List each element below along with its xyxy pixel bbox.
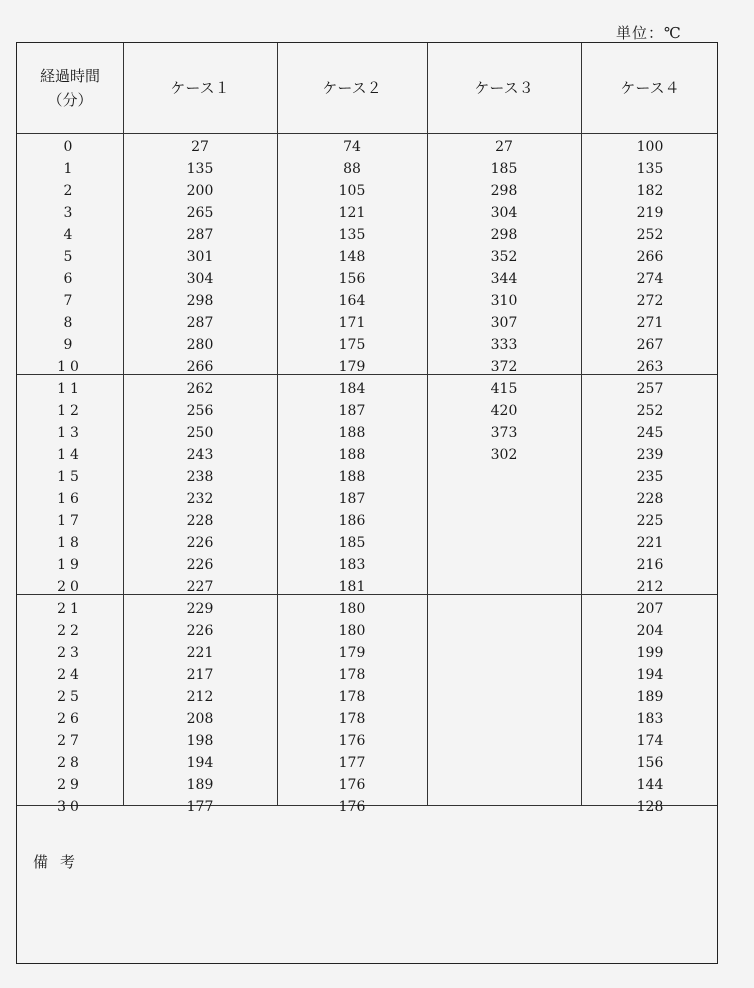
cell-time: 9 [63,337,77,353]
cell-case2: 175 [338,337,366,353]
cell-case4: 266 [636,249,664,265]
cell-case3: 373 [490,425,518,441]
cell-case1: 262 [186,381,214,397]
cell-case4: 174 [636,733,664,749]
cell-case2: 164 [338,293,366,309]
cell-case2: 183 [338,557,366,573]
cell-case2: 105 [338,183,366,199]
cell-case4: 183 [636,711,664,727]
cell-case1: 250 [186,425,214,441]
cell-case2: 180 [338,623,366,639]
cell-case1: 227 [186,579,214,595]
cell-case3: 352 [490,249,518,265]
cell-time: 17 [57,513,83,529]
cell-case4: 272 [636,293,664,309]
cell-time: 18 [57,535,83,551]
table-row [17,665,717,687]
cell-time: 15 [57,469,83,485]
cell-time: 24 [57,667,83,683]
cell-case2: 178 [338,667,366,683]
cell-time: 11 [57,381,83,397]
table-row [17,687,717,709]
cell-time: 2 [63,183,77,199]
cell-case1: 198 [186,733,214,749]
cell-case1: 208 [186,711,214,727]
cell-time: 7 [63,293,77,309]
cell-time: 28 [57,755,83,771]
cell-case1: 226 [186,535,214,551]
cell-case2: 74 [343,139,361,155]
cell-case3: 420 [490,403,518,419]
cell-case4: 228 [636,491,664,507]
table-body [17,137,717,819]
table-row [17,401,717,423]
cell-case3: 185 [490,161,518,177]
cell-case4: 156 [636,755,664,771]
cell-case2: 184 [338,381,366,397]
cell-case4: 128 [636,799,664,815]
table-row [17,225,717,247]
cell-case4: 135 [636,161,664,177]
table-row [17,357,717,379]
cell-case4: 235 [636,469,664,485]
cell-case1: 229 [186,601,214,617]
cell-case2: 187 [338,491,366,507]
cell-case2: 186 [338,513,366,529]
cell-time: 4 [63,227,77,243]
cell-case2: 187 [338,403,366,419]
cell-time: 12 [57,403,83,419]
cell-case2: 156 [338,271,366,287]
cell-case2: 179 [338,645,366,661]
cell-time: 26 [57,711,83,727]
cell-case2: 88 [343,161,361,177]
cell-case4: 257 [636,381,664,397]
cell-case4: 182 [636,183,664,199]
table-row [17,643,717,665]
cell-time: 19 [57,557,83,573]
table-row [17,137,717,159]
cell-case4: 204 [636,623,664,639]
cell-case2: 188 [338,469,366,485]
cell-case4: 100 [636,139,664,155]
cell-case2: 177 [338,755,366,771]
cell-case1: 266 [186,359,214,375]
data-table [16,42,718,964]
cell-case1: 238 [186,469,214,485]
cell-time: 3 [63,205,77,221]
cell-time: 23 [57,645,83,661]
cell-time: 5 [63,249,77,265]
cell-case2: 135 [338,227,366,243]
cell-case4: 252 [636,227,664,243]
cell-case2: 171 [338,315,366,331]
cell-case1: 256 [186,403,214,419]
cell-case2: 176 [338,777,366,793]
cell-case1: 304 [186,271,214,287]
table-row [17,555,717,577]
cell-case1: 243 [186,447,214,463]
table-row [17,445,717,467]
cell-time: 14 [57,447,83,463]
table-row [17,269,717,291]
cell-case2: 148 [338,249,366,265]
table-row [17,335,717,357]
cell-case1: 194 [186,755,214,771]
table-row [17,599,717,621]
cell-time: 27 [57,733,83,749]
cell-case1: 27 [191,139,209,155]
cell-time: 8 [63,315,77,331]
cell-case1: 287 [186,227,214,243]
cell-case4: 267 [636,337,664,353]
cell-case4: 245 [636,425,664,441]
table-row [17,159,717,181]
cell-case4: 221 [636,535,664,551]
table-row [17,467,717,489]
cell-case3: 415 [490,381,518,397]
cell-case2: 181 [338,579,366,595]
table-row [17,489,717,511]
header-case4: ケース４ [620,79,680,97]
cell-case1: 298 [186,293,214,309]
cell-time: 13 [57,425,83,441]
cell-case1: 217 [186,667,214,683]
cell-case2: 176 [338,799,366,815]
cell-case3: 344 [490,271,518,287]
cell-case1: 280 [186,337,214,353]
cell-case2: 178 [338,711,366,727]
cell-case4: 194 [636,667,664,683]
cell-case4: 239 [636,447,664,463]
table-row [17,291,717,313]
cell-time: 16 [57,491,83,507]
cell-case1: 226 [186,623,214,639]
header-case2: ケース２ [322,79,382,97]
cell-case3: 298 [490,183,518,199]
cell-case4: 212 [636,579,664,595]
cell-case3: 333 [490,337,518,353]
cell-case1: 226 [186,557,214,573]
cell-case3: 310 [490,293,518,309]
table-row [17,577,717,599]
cell-case1: 232 [186,491,214,507]
cell-time: 0 [63,139,77,155]
cell-case2: 180 [338,601,366,617]
cell-case1: 189 [186,777,214,793]
table-row [17,533,717,555]
cell-case3: 372 [490,359,518,375]
cell-time: 21 [57,601,83,617]
table-row [17,423,717,445]
cell-case1: 228 [186,513,214,529]
cell-case4: 189 [636,689,664,705]
table-row [17,203,717,225]
cell-case2: 176 [338,733,366,749]
cell-case4: 219 [636,205,664,221]
cell-case4: 263 [636,359,664,375]
cell-case4: 199 [636,645,664,661]
table-row [17,621,717,643]
cell-case4: 271 [636,315,664,331]
table-row [17,313,717,335]
unit-label: 単位：℃ [616,24,682,42]
cell-case1: 135 [186,161,214,177]
cell-time: 29 [57,777,83,793]
cell-case4: 225 [636,513,664,529]
cell-case4: 252 [636,403,664,419]
cell-case1: 200 [186,183,214,199]
cell-time: 22 [57,623,83,639]
cell-case1: 287 [186,315,214,331]
cell-case1: 212 [186,689,214,705]
cell-case2: 185 [338,535,366,551]
cell-case2: 188 [338,447,366,463]
cell-case1: 221 [186,645,214,661]
cell-case4: 144 [636,777,664,793]
cell-time: 20 [57,579,83,595]
cell-case2: 178 [338,689,366,705]
cell-case2: 179 [338,359,366,375]
remarks-label: 備考 [33,853,88,871]
cell-case4: 207 [636,601,664,617]
cell-case3: 304 [490,205,518,221]
cell-time: 30 [57,799,83,815]
cell-case4: 216 [636,557,664,573]
cell-case3: 27 [495,139,513,155]
cell-time: 6 [63,271,77,287]
table-row [17,379,717,401]
cell-case1: 177 [186,799,214,815]
cell-time: 25 [57,689,83,705]
table-row [17,775,717,797]
cell-case3: 302 [490,447,518,463]
cell-case3: 307 [490,315,518,331]
cell-case3: 298 [490,227,518,243]
cell-case2: 188 [338,425,366,441]
header-divider [17,133,717,134]
table-row [17,709,717,731]
table-row [17,797,717,819]
header-case1: ケース１ [170,79,230,97]
table-row [17,181,717,203]
cell-case4: 274 [636,271,664,287]
table-row [17,247,717,269]
table-row [17,731,717,753]
table-row [17,511,717,533]
cell-case1: 265 [186,205,214,221]
cell-time: 10 [57,359,83,375]
cell-case2: 121 [338,205,366,221]
cell-case1: 301 [186,249,214,265]
header-elapsed-time: 経過時間 （分） [39,67,100,109]
cell-time: 1 [63,161,77,177]
table-row [17,753,717,775]
header-case3: ケース３ [474,79,534,97]
